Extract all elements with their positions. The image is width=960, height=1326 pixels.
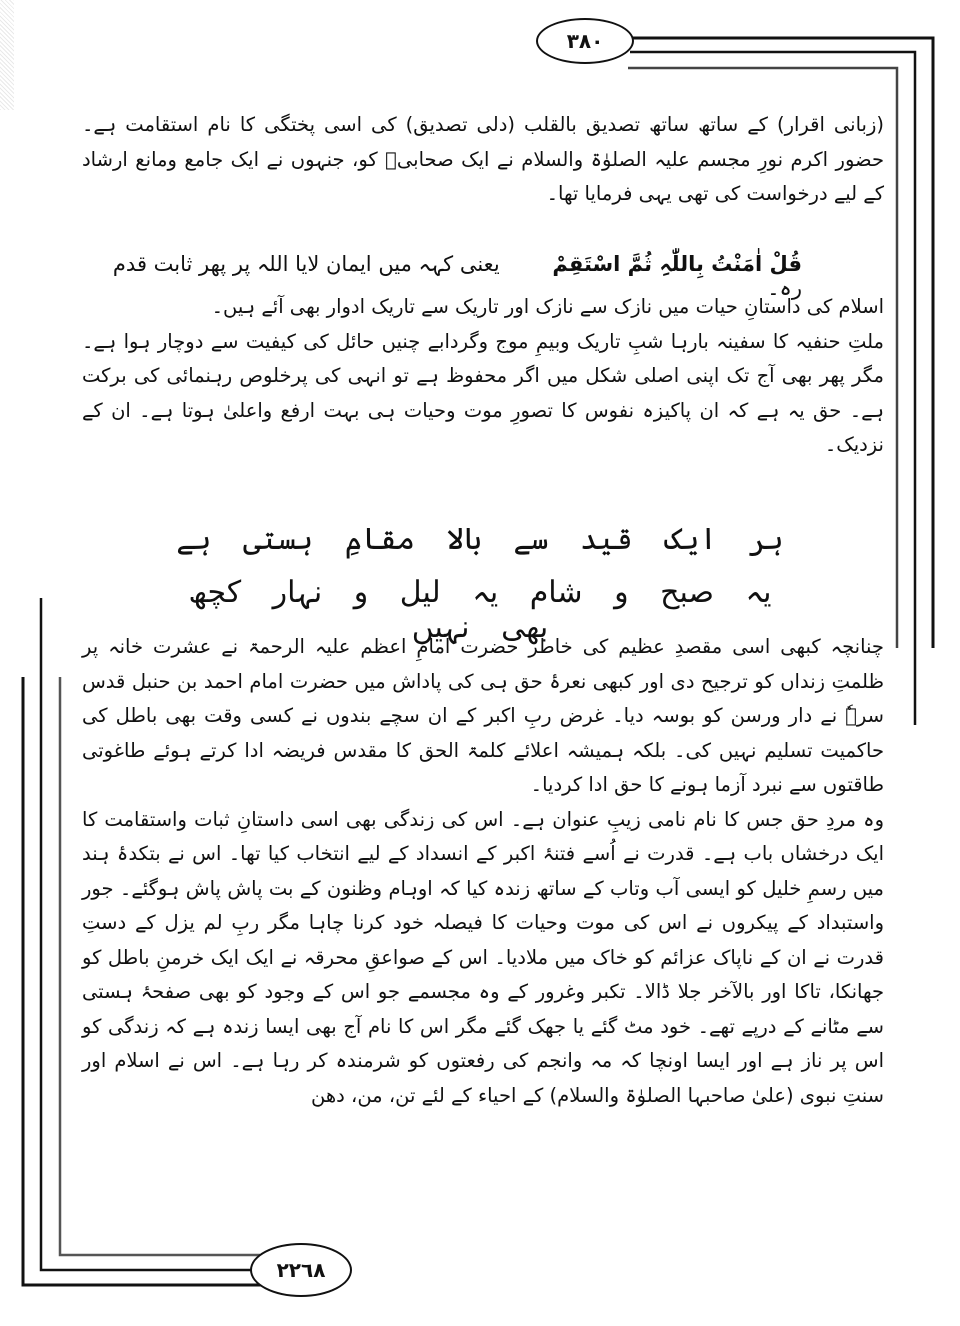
paragraph: (زبانی اقرار) کے ساتھ ساتھ تصدیق بالقلب (دلی تصدیق) کی اسی پختگی کا نام استقامت ہے۔ حضور اکرم نورِ مجسم علیہ الصلوٰۃ والسلام نے ایک صحابیؓ کو، جنہوں نے ایک جامع ومانع ارشاد کے لیے درخواست کی تھی یہی فرمایا تھا۔ — [82, 113, 884, 205]
verse-line-2: یہ صبح و شام یہ لیل و نہار کچھ بھی نہیں — [188, 575, 772, 645]
paragraph-block-2 — [82, 290, 884, 463]
quran-translation: یعنی کہہ میں ایمان لایا اللہ پر پھر ثابت قدم رہ۔ — [112, 252, 802, 300]
paragraph: چنانچہ کبھی اسی مقصدِ عظیم کی خاطر حضرت امامِ اعظم علیہ الرحمۃ نے عشرت خانہ پر ظلمتِ زنداں کو ترجیح دی اور کبھی نعرۂ حق ہی کی پاداش میں حضرت امام احمد بن حنبل قدس سرہٗ نے دار ورسن کو بوسہ دیا۔ غرض ربِ اکبر کے ان سچے بندوں نے کسی وقت بھی باطل کی حاکمیت تسلیم نہیں کی۔ بلکہ ہمیشہ اعلائے کلمۃ الحق کا مقدس فریضہ ادا کرتے ہوئے طاغوتی طاقتوں سے نبرد آزما ہونے کا حق ادا کردیا۔ — [82, 635, 884, 796]
page-number-bottom: ٢٢٦٨ — [250, 1243, 352, 1297]
verse-line-1: ہر ایک قید سے بالا مقامِ ہستی ہے — [176, 522, 784, 557]
paragraph-block-1 — [82, 108, 884, 212]
paragraph: ملتِ حنفیہ کا سفینہ بارہا شبِ تاریک وبیمِ موج وگردابے چنیں حائل کی کیفیت سے دوچار ہوا ہے۔ مگر پھر بھی آج تک اپنی اصلی شکل میں اگر محفوظ ہے تو انہی کی پرخلوص رہنمائی کی برکت ہے۔ حق یہ ہے کہ ان پاکیزہ نفوس کا تصورِ موت وحیات ہی بہت ارفع واعلیٰ ہوتا ہے۔ ان کے نزدیک۔ — [82, 329, 884, 456]
quran-arabic-text: قُلْ اٰمَنْتُ بِاللّٰہِ ثُمَّ اسْتَقِمْ — [552, 252, 802, 276]
paragraph-block-3 — [82, 630, 884, 1113]
page-number-top: ٣٨٠ — [536, 18, 634, 64]
paragraph: اسلام کی داستانِ حیات میں نازک سے نازک اور تاریک سے تاریک ادوار بھی آئے ہیں۔ — [211, 295, 884, 318]
paragraph: وہ مردِ حق جس کا نام نامی زیبِ عنوان ہے۔ اس کی زندگی بھی اسی داستانِ ثبات واستقامت کا ایک درخشاں باب ہے۔ قدرت نے اُسے فتنۂ اکبر کے انسداد کے لیے انتخاب کیا تھا۔ اس نے بتکدۂ ہند میں رسمِ خلیل کو ایسی آب وتاب کے ساتھ زندہ کیا کہ اوہام وظنون کے بت پاش پاش ہوگئے۔ جور واستبداد کے پیکروں نے اس کی موت وحیات کا فیصلہ خود کرنا چاہا مگر ربِ لم یزل کے دستِ قدرت نے ان کے ناپاک عزائم کو خاک میں ملادیا۔ اس کے صواعقِ محرقہ نے ایک ایک خرمنِ باطل کو جھانکا، تاکا اور بالآخر جلا ڈالا۔ تکبر وغرور کے وہ مجسمے جو اس کے وجود کو بھی صفحۂ ہستی سے مٹانے کے درپے تھے۔ خود مٹ گئے یا جھک گئے مگر اس کا نام آج بھی ایسا زندہ ہے کہ زندگی کو اس پر ناز ہے اور ایسا اونچا کہ مہ وانجم کی رفعتوں کو شرمندہ کر رہا ہے۔ اس نے اسلام اور سنتِ نبوی (علیٰ صاحبہا الصلوٰۃ والسلام) کے احیاء کے لئے تن، من، دھن — [82, 807, 884, 1107]
